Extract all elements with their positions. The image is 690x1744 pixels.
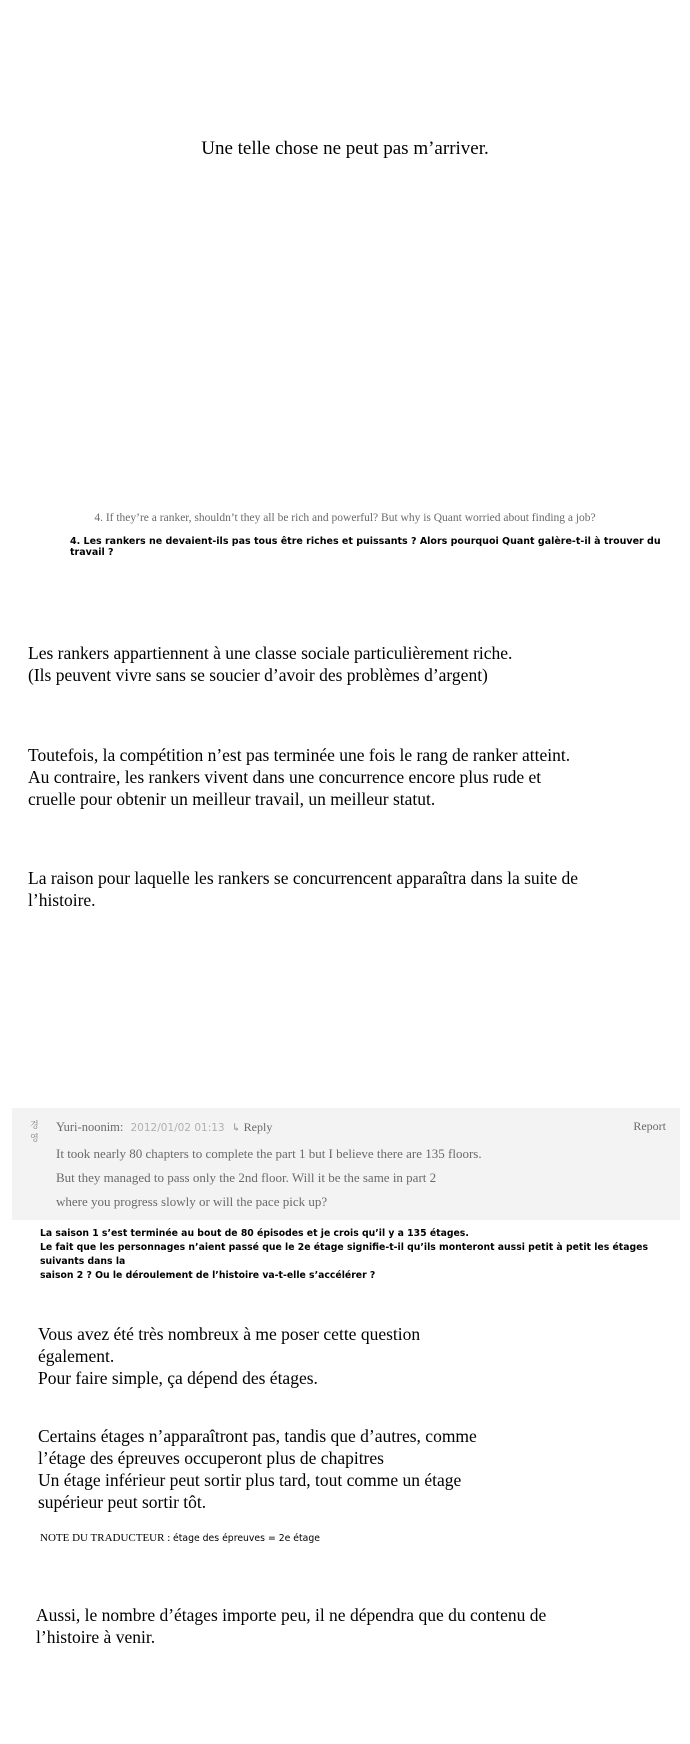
comment-author[interactable]: Yuri-noonim: (56, 1120, 124, 1134)
answer-line: supérieur peut sortir tôt. (38, 1492, 207, 1512)
answer-line: Les rankers appartiennent à une classe sociale particulièrement riche. (28, 643, 513, 663)
avatar-icon: 경영 (30, 1121, 39, 1144)
answer-line: Pour faire simple, ça dépend des étages. (38, 1368, 318, 1388)
answer-line: l’histoire à venir. (36, 1627, 156, 1647)
answer-line: Certains étages n’apparaîtront pas, tandis que d’autres, comme (38, 1426, 477, 1446)
question-4-french: 4. Les rankers ne devaient-ils pas tous être riches et puissants ? Alors pourquoi Quant galère-t-il à trouver du travail ? (70, 536, 661, 558)
report-link[interactable]: Report (633, 1119, 666, 1133)
answer-paragraph-5 (38, 1425, 638, 1513)
reply-link[interactable]: Reply (243, 1120, 273, 1134)
translator-note-label: NOTE DU TRADUCTEUR : (40, 1532, 171, 1544)
question-4-english: 4. If they’re a ranker, shouldn’t they all be rich and powerful? But why is Quant worried about finding a job? (94, 512, 596, 524)
comment-line: where you progress slowly or will the pace pick up? (56, 1194, 328, 1209)
intro-text: Une telle chose ne peut pas m’arriver. (201, 138, 489, 159)
comment-body (56, 1142, 656, 1214)
answer-line: Toutefois, la compétition n’est pas terminée une fois le rang de ranker atteint. (28, 745, 571, 765)
answer-line: (Ils peuvent vivre sans se soucier d’avoir des problèmes d’argent) (28, 665, 488, 685)
answer-paragraph-6 (36, 1604, 636, 1648)
answer-line: l’histoire. (28, 890, 96, 910)
answer-line: cruelle pour obtenir un meilleur travail, un meilleur statut. (28, 789, 436, 809)
answer-paragraph-4 (38, 1323, 638, 1389)
answer-paragraph-3 (28, 867, 628, 911)
answer-paragraph-2 (28, 744, 628, 810)
answer-line: Au contraire, les rankers vivent dans une concurrence encore plus rude et (28, 767, 542, 787)
answer-line: Un étage inférieur peut sortir plus tard, tout comme un étage (38, 1470, 462, 1490)
translator-note (40, 1532, 320, 1544)
comment-line: It took nearly 80 chapters to complete the part 1 but I believe there are 135 floors. (56, 1146, 482, 1161)
answer-line: l’étage des épreuves occuperont plus de chapitres (38, 1448, 384, 1468)
answer-line: également. (38, 1346, 115, 1366)
comment-translation (40, 1227, 660, 1283)
answer-line: Aussi, le nombre d’étages importe peu, il ne dépendra que du contenu de (36, 1605, 547, 1625)
answer-paragraph-1 (28, 642, 628, 686)
comment-line: But they managed to pass only the 2nd floor. Will it be the same in part 2 (56, 1170, 437, 1185)
answer-line: Vous avez été très nombreux à me poser cette question (38, 1324, 421, 1344)
translation-line: Le fait que les personnages n’aient passé que le 2e étage signifie-t-il qu’ils monteront aussi petit à petit les étages suivants dans la (40, 1242, 648, 1267)
translation-line: saison 2 ? Ou le déroulement de l’histoire va-t-elle s’accélérer ? (40, 1270, 376, 1281)
translator-note-text: étage des épreuves = 2e étage (173, 1533, 320, 1544)
comment-date: 2012/01/02 01:13 (130, 1122, 225, 1134)
answer-line: La raison pour laquelle les rankers se concurrencent apparaîtra dans la suite de (28, 868, 579, 888)
translation-line: La saison 1 s’est terminée au bout de 80 épisodes et je crois qu’il y a 135 étages. (40, 1228, 469, 1239)
reply-arrow-icon[interactable]: ↳ (231, 1123, 241, 1134)
comment-header (56, 1120, 272, 1135)
